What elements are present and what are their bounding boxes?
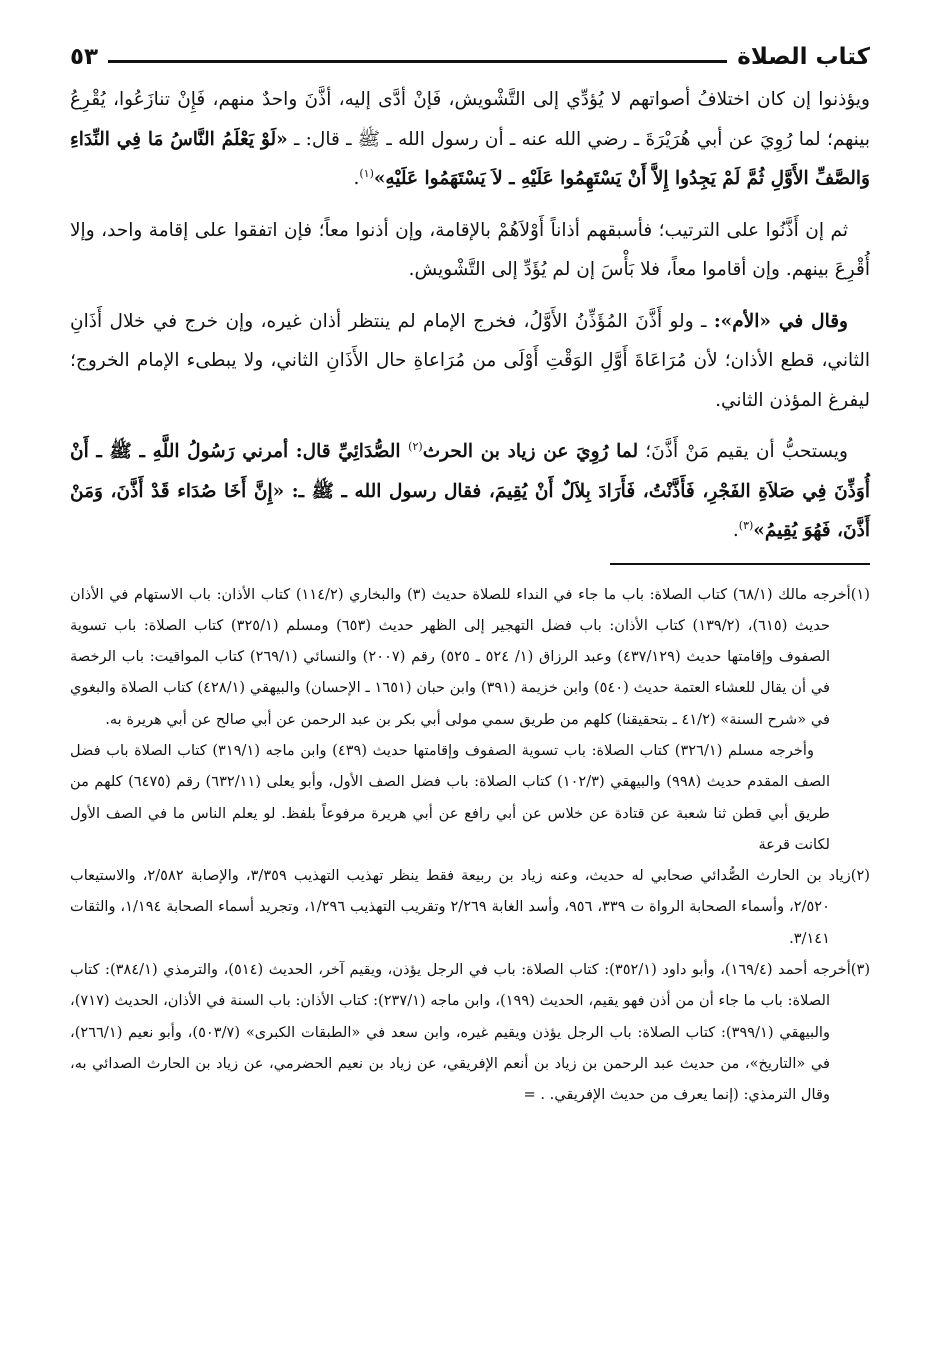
paragraph-1-text: ويؤذنوا إن كان اختلافُ أصواتهم لا يُؤدِّي إلى التَّشْويش، فَإنْ أدَّى إليه، أذَّنَ واحدٌ منهم، فَإِنْ تنازَعُوا، يُقْرِعُ بينهم؛ لما رُوِيَ عن أبي هُرَيْرَةَ ـ رضي الله عنه ـ أن رسول الله ـ ﷺ ـ قال: ـ [70, 89, 870, 150]
footnote-2-number: (٢) [850, 867, 870, 885]
paragraph-4 [70, 432, 870, 551]
footnote-2-text: زياد بن الحارث الصُّدائي صحابي له حديث، وعنه زياد بن ربيعة فقط ينظر تهذيب التهذيب ٣/٣٥٩، والإصابة ٢/٥٨٢، والاستيعاب ٢/٥٢٠، وأسماء الصحابة الرواة ت ٣٣٩، ٩٥٦، وأسد الغابة ٢/٢٦٩ وتقريب التهذيب ١/٢٩٦، وتجريد أسماء الصحابة ١/١٩٤، والثقات ٣/١٤١. [70, 867, 851, 947]
paragraph-1-end: . [353, 168, 360, 189]
page-number: ٥٣ [70, 44, 99, 70]
paragraph-3-lead: وقال في «الأم»: [713, 310, 848, 332]
footnote-ref-2: (٢) [408, 439, 423, 453]
page-header [70, 28, 870, 72]
footnote-3-text: أخرجه أحمد (١٦٩/٤)، وأبو داود (٣٥٢/١): كتاب الصلاة: باب في الرجل يؤذن، ويقيم آخر، الحديث (٥١٤)، والترمذي (٣٨٤/١): كتاب الصلاة: باب ما جاء أن من أذن فهو يقيم، الحديث (١٩٩)، وابن ماجه (٢٣٧/١): كتاب الأذان: باب السنة في الأذان، الحديث (٧١٧)، والبيهقي (٣٩٩/١): كتاب الصلاة: باب الرجل يؤذن ويقيم غيره، وابن سعد في «الطبقات الكبرى» (٥٠٣/٧)، وأبو نعيم (٢٦٦/١)، في «التاريخ»، من حديث عبد الرحمن بن زياد بن أنعم الإفريقي، عن زياد بن نعيم الحضرمي، عن زياد بن الحارث الصدائي به، وقال الترمذي: (إنما يعرف من حديث الإفريقي. . [70, 961, 851, 1104]
continuation-mark: = [523, 1086, 536, 1104]
paragraph-1 [70, 80, 870, 199]
footnote-1-text: أخرجه مالك (٦٨/١) كتاب الصلاة: باب ما جاء في النداء للصلاة حديث (٣) والبخاري (١١٤/٢) كتاب الأذان: باب الاستهام في الأذان حديث (٦١٥)، (١٣٩/٢) كتاب الأذان: باب فضل التهجير إلى الظهر حديث (٦٥٣) ومسلم (٣٢٥/١) كتاب الصلاة: باب تسوية الصفوف وإقامتها حديث (٤٣٧/١٢٩) وعبد الرزاق (١/ ٥٢٤ ـ ٥٢٥) رقم (٢٠٠٧) والنسائي (٢٦٩/١) كتاب المواقيت: باب الرخصة في أن يقال للعشاء العتمة حديث (٥٤٠) وابن خزيمة (٣٩١) وابن حبان (١٦٥١ ـ الإحسان) والبيهقي (٤٢٨/١) كتاب الصلاة والبغوي في «شرح السنة» (٤١/٢ ـ بتحقيقنا) كلهم من طريق سمي مولى أبي بكر بن عبد الرحمن عن أبي صالح عن أبي هريرة به. [70, 585, 851, 728]
paragraph-4-text: ويستحبُّ أن يقيم مَنْ أَذَّنَ؛ [638, 441, 848, 462]
running-title: كتاب الصلاة [737, 44, 870, 70]
footnote-1-continued: وأخرجه مسلم (٣٢٦/١) كتاب الصلاة: باب تسوية الصفوف وإقامتها حديث (٤٣٩) وابن ماجه (٣١٩/١) كتاب الصلاة باب فضل الصف المقدم حديث (٩٩٨) والبيهقي (١٠٢/٣) كتاب الصلاة: باب فضل الصف الأول، وأبو يعلى (٦٣٢/١١) رقم (٦٤٧٥) كلهم من طريق أبي قطن ثنا شعبة عن قتادة عن خلاس عن أبي رافع عن أبي هريرة مرفوعاً بلفظ. لو يعلم الناس ما في الصف الأول لكانت قرعة [70, 741, 831, 853]
book-page [70, 28, 870, 1111]
footnote-ref-3: (٣) [738, 518, 754, 532]
footnote-1 [70, 579, 870, 735]
paragraph-4-narration: لما رُوِيَ عن زياد بن الحرث [422, 441, 639, 462]
paragraph-2: ثم إن أَذَّنُوا على الترتيب؛ فأسبقهم أذاناً أَوْلاَهُمْ بالإقامة، وإن أذنوا معاً؛ فإن اتفقوا على إقامة واحد، وإلا أُقْرِعَ بينهم. وإن أقاموا معاً، فلا بَأْسَ إن لم يُؤَدِّ إلى التَّشْويش. [70, 219, 870, 280]
hadith-quote-1: «لَوْ يَعْلَمُ النَّاسُ مَا فِي النِّدَاءِ وَالصَّفِّ الأَوَّلِ ثُمَّ لَمْ يَجِدُوا إِلاَّ أَنْ يَسْتَهِمُوا عَلَيْهِ ـ لاَ يَسْتَهَمُوا عَلَيْهِ» [70, 128, 870, 189]
footnote-ref-1: (١) [359, 166, 374, 180]
footnote-2 [70, 860, 870, 954]
main-text [70, 80, 870, 551]
paragraph-3 [70, 302, 870, 421]
footnote-3-number: (٣) [850, 961, 871, 979]
paragraph-4-end: . [732, 520, 739, 541]
footnote-separator [610, 563, 870, 565]
footnote-1-number: (١) [850, 585, 870, 603]
footnotes [70, 579, 870, 1111]
footnote-3 [70, 954, 870, 1110]
hadith-quote-2: الصُّدَائِيِّ قال: أمرني رَسُولُ اللَّهِ ـ ﷺ ـ أَنْ أُوَذِّنَ فِي صَلاَةِ الفَجْرِ، فَأَذَّنْتُ، فَأَرَادَ بِلاَلٌ أَنْ يُقِيمَ، فقال رسول الله ـ ﷺ ـ: «إِنَّ أَخَا صُدَاء قَدْ أَذَّنَ، وَمَنْ أَذَّنَ، فَهُوَ يُقِيمُ» [70, 441, 870, 541]
paragraph-3-text: ـ ولو أَذَّنَ المُؤَذِّنُ الأَوَّلُ، فخرج الإمام لم ينتظر أذان غيره، وإن خرج في خلال أَذَانِ الثاني، قطع الأذان؛ لأن مُرَاعَاةَ أَوَّلِ الوَقْتِ أَوْلَى من مُرَاعاةِ حال الأَذَانِ الثاني، ولا يبطىء الإمام الخروج؛ ليفرغ المؤذن الثاني. [70, 310, 870, 411]
header-rule [108, 60, 727, 63]
